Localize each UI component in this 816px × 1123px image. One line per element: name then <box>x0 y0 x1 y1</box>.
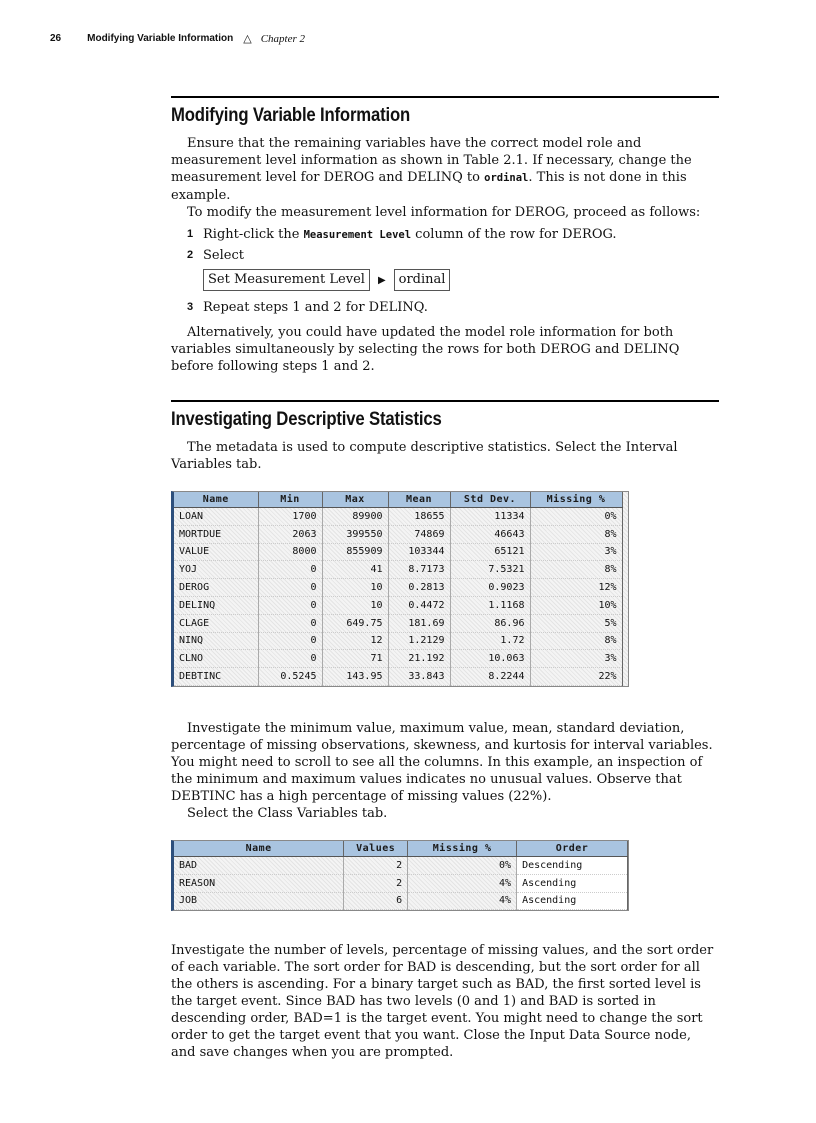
table-row[interactable] <box>174 508 622 526</box>
table-cell: 0.2813 <box>388 579 450 597</box>
column-header[interactable]: Missing % <box>530 492 622 508</box>
table-cell: 33.843 <box>388 668 450 686</box>
chapter-label: Chapter 2 <box>260 32 306 45</box>
table-row[interactable] <box>174 668 622 686</box>
table-cell: 5% <box>530 614 622 632</box>
table-row[interactable] <box>174 892 628 910</box>
table-cell: 1.72 <box>450 632 530 650</box>
table-row[interactable] <box>174 525 622 543</box>
table-cell: 0 <box>258 614 322 632</box>
table-cell: 3% <box>530 650 622 668</box>
table-cell: 103344 <box>388 543 450 561</box>
table-cell: 181.69 <box>388 614 450 632</box>
menu-item-ordinal: ordinal <box>394 269 451 291</box>
column-header[interactable]: Name <box>174 492 258 508</box>
table-row[interactable] <box>174 874 628 892</box>
table-cell: 1.2129 <box>388 632 450 650</box>
table-cell: 10 <box>322 596 388 614</box>
step-text: Right-click the Measurement Level column of the row for DEROG. <box>203 227 617 242</box>
table-cell: 6 <box>344 892 408 910</box>
column-header[interactable]: Max <box>322 492 388 508</box>
table-cell: MORTDUE <box>174 525 258 543</box>
table-cell: 8% <box>530 525 622 543</box>
page-content <box>171 96 719 1061</box>
table-cell: 0 <box>258 561 322 579</box>
table-cell: YOJ <box>174 561 258 579</box>
table-cell: Ascending <box>517 874 628 892</box>
step-item <box>171 226 719 244</box>
table-cell: 2 <box>344 874 408 892</box>
table-cell: 18655 <box>388 508 450 526</box>
table-cell: JOB <box>174 892 344 910</box>
triangle-icon: △ <box>243 33 252 45</box>
paragraph: Select the Class Variables tab. <box>187 805 388 821</box>
table-cell: 74869 <box>388 525 450 543</box>
table-cell: 0.9023 <box>450 579 530 597</box>
table-cell: 0% <box>408 856 517 874</box>
code-ordinal: ordinal <box>484 172 529 184</box>
table-cell: CLNO <box>174 650 258 668</box>
table-cell: 12% <box>530 579 622 597</box>
column-header[interactable]: Name <box>174 841 344 857</box>
table-cell: 0 <box>258 579 322 597</box>
table-cell: 41 <box>322 561 388 579</box>
table-cell: 3% <box>530 543 622 561</box>
column-header[interactable]: Order <box>517 841 628 857</box>
column-header[interactable]: Missing % <box>408 841 517 857</box>
table-cell: 65121 <box>450 543 530 561</box>
table-cell: 86.96 <box>450 614 530 632</box>
paragraph: Investigate the minimum value, maximum value, mean, standard deviation, percentage of missing observations, skewness, and kurtosis for interval variables. You might need to scroll to see all the columns. In this example, an inspection of the minimum and maximum values indicates no unusual values. Observe that DEBTINC has a high percentage of missing values (22%). <box>171 720 713 804</box>
table-row[interactable] <box>174 561 622 579</box>
class-table <box>174 841 628 910</box>
table-cell: 0.4472 <box>388 596 450 614</box>
table-row[interactable] <box>174 543 622 561</box>
table-cell: 0 <box>258 632 322 650</box>
table-cell: 8% <box>530 632 622 650</box>
table-cell: LOAN <box>174 508 258 526</box>
table-row[interactable] <box>174 596 622 614</box>
paragraph: Ensure that the remaining variables have the correct model role and measurement level information as shown in Table 2.1. If necessary, change the measurement level for DEROG and DELINQ to ordinal. This is not done in this example. <box>171 136 692 203</box>
step-number: 1 <box>187 228 194 240</box>
table-cell: 46643 <box>450 525 530 543</box>
menu-item-set-measurement-level: Set Measurement Level <box>203 269 370 291</box>
table-cell: 89900 <box>322 508 388 526</box>
step-text: Repeat steps 1 and 2 for DELINQ. <box>203 300 428 315</box>
table-cell: 2 <box>344 856 408 874</box>
interval-variables-table <box>171 491 629 687</box>
table-row[interactable] <box>174 856 628 874</box>
table-cell: Ascending <box>517 892 628 910</box>
table-cell: 12 <box>322 632 388 650</box>
table-row[interactable] <box>174 614 622 632</box>
column-header[interactable]: Std Dev. <box>450 492 530 508</box>
table-row[interactable] <box>174 579 622 597</box>
table-cell: 2063 <box>258 525 322 543</box>
table-cell: 0% <box>530 508 622 526</box>
table-cell: 649.75 <box>322 614 388 632</box>
column-header[interactable]: Min <box>258 492 322 508</box>
table-cell: 143.95 <box>322 668 388 686</box>
section-title-modifying: Modifying Variable Information <box>171 105 411 126</box>
table-cell: 10 <box>322 579 388 597</box>
table-cell: 855909 <box>322 543 388 561</box>
running-section-title: Modifying Variable Information <box>87 33 234 44</box>
table-cell: 11334 <box>450 508 530 526</box>
section-rule <box>171 96 719 98</box>
running-head <box>50 32 305 45</box>
section-rule <box>171 400 719 402</box>
table-row[interactable] <box>174 632 622 650</box>
table-cell: NINQ <box>174 632 258 650</box>
table-cell: 4% <box>408 874 517 892</box>
table-cell: 0.5245 <box>258 668 322 686</box>
table-cell: CLAGE <box>174 614 258 632</box>
table-cell: 4% <box>408 892 517 910</box>
table-cell: 10% <box>530 596 622 614</box>
column-header[interactable]: Values <box>344 841 408 857</box>
paragraph: The metadata is used to compute descriptive statistics. Select the Interval Variables tab. <box>171 440 678 472</box>
table-cell: 71 <box>322 650 388 668</box>
table-cell: REASON <box>174 874 344 892</box>
page-number: 26 <box>50 33 62 44</box>
step-number: 3 <box>187 301 194 313</box>
interval-table <box>174 492 623 686</box>
table-cell: DEROG <box>174 579 258 597</box>
column-header[interactable]: Mean <box>388 492 450 508</box>
table-cell: 8000 <box>258 543 322 561</box>
table-cell: 399550 <box>322 525 388 543</box>
paragraph: Investigate the number of levels, percentage of missing values, and the sort order of each variable. The sort order for BAD is descending, but the sort order for all the others is ascending. For a binary target such as BAD, the first sorted level is the target event. Since BAD has two levels (0 and 1) and BAD is sorted in descending order, BAD=1 is the target event. You might need to change the sort order to get the target event that you want. Close the Input Data Source node, and save changes when you are prompted. <box>171 943 714 1061</box>
table-cell: 8% <box>530 561 622 579</box>
table-cell: 7.5321 <box>450 561 530 579</box>
table-cell: 21.192 <box>388 650 450 668</box>
section-title-descriptive: Investigating Descriptive Statistics <box>171 409 442 430</box>
table-cell: Descending <box>517 856 628 874</box>
step-item <box>171 247 719 264</box>
step-number: 2 <box>187 249 194 261</box>
table-cell: 8.7173 <box>388 561 450 579</box>
table-cell: 0 <box>258 596 322 614</box>
menu-path <box>203 269 719 291</box>
step-text: Select <box>203 248 244 263</box>
paragraph: Alternatively, you could have updated the model role information for both variables simultaneously by selecting the rows for both DEROG and DELINQ before following steps 1 and 2. <box>171 325 680 374</box>
table-cell: 22% <box>530 668 622 686</box>
table-cell: 0 <box>258 650 322 668</box>
table-cell: 1.1168 <box>450 596 530 614</box>
paragraph: To modify the measurement level information for DEROG, proceed as follows: <box>187 205 701 220</box>
table-cell: BAD <box>174 856 344 874</box>
table-cell: 10.063 <box>450 650 530 668</box>
table-cell: VALUE <box>174 543 258 561</box>
table-cell: DELINQ <box>174 596 258 614</box>
step-item <box>171 299 719 316</box>
table-cell: 1700 <box>258 508 322 526</box>
class-variables-table <box>171 840 629 911</box>
arrow-right-icon: ▶ <box>377 274 386 286</box>
table-cell: DEBTINC <box>174 668 258 686</box>
table-row[interactable] <box>174 650 622 668</box>
table-cell: 8.2244 <box>450 668 530 686</box>
